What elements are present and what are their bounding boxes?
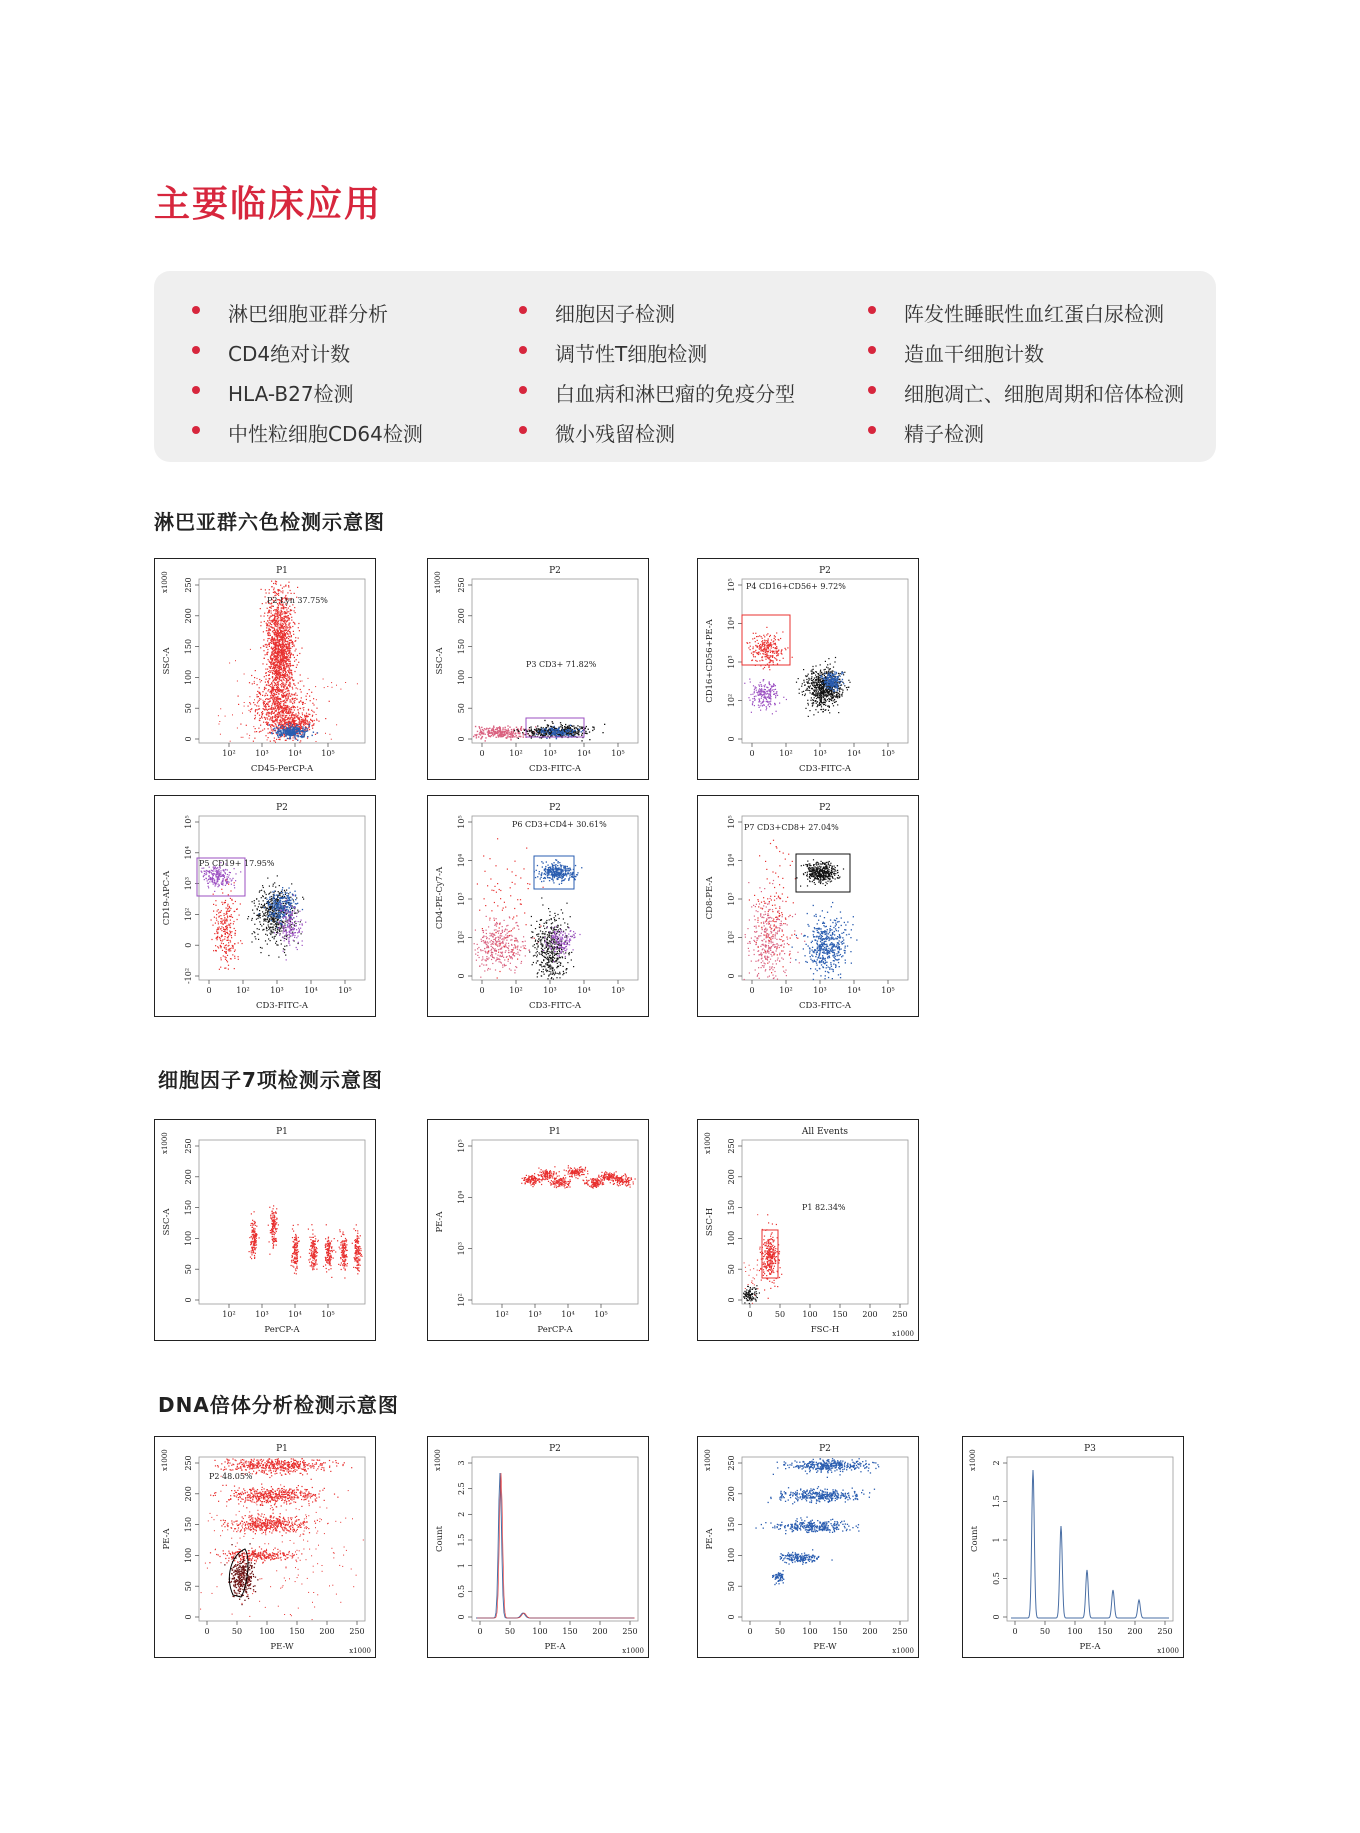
x-tick-label: 150 (562, 1627, 578, 1636)
x-tick-label: 150 (832, 1310, 848, 1319)
flow-cytometry-plot (427, 558, 649, 780)
plot-title: P2 (549, 566, 561, 576)
plot-title: P3 (1084, 1444, 1096, 1454)
x-axis-multiplier: x1000 (622, 1647, 644, 1655)
x-axis-multiplier: x1000 (892, 1647, 914, 1655)
x-tick-label: 0 (1012, 1627, 1018, 1636)
y-tick-label: 100 (457, 669, 466, 686)
x-tick-label: 200 (592, 1627, 608, 1636)
y-tick-label: 200 (727, 1169, 736, 1185)
application-label: 调节性T细胞检测 (555, 342, 708, 366)
plot-svg (428, 559, 650, 781)
plot-title: P2 (819, 803, 831, 813)
x-tick-label: 10² (509, 749, 523, 758)
application-item (228, 298, 388, 327)
plot-svg (428, 1437, 650, 1659)
bullet-icon (868, 346, 876, 354)
y-tick-label: 100 (727, 1547, 736, 1564)
y-tick-label: 10⁵ (457, 1139, 466, 1153)
x-tick-label: 100 (532, 1627, 548, 1636)
y-tick-label: 1.5 (457, 1533, 466, 1547)
x-tick-label: 100 (259, 1627, 275, 1636)
x-tick-label: 10² (509, 986, 523, 995)
application-item (904, 338, 1044, 367)
y-axis-multiplier: x1000 (704, 1449, 712, 1471)
plot-frame (742, 816, 908, 980)
x-tick-label: 10² (779, 749, 793, 758)
bullet-icon (192, 306, 200, 314)
x-tick-label: 10⁴ (288, 749, 302, 758)
plot-title: P1 (276, 566, 288, 576)
application-item (904, 298, 1164, 327)
x-tick-label: 10³ (543, 986, 557, 995)
x-tick-label: 10⁴ (304, 986, 318, 995)
y-tick-label: 0.5 (457, 1584, 466, 1598)
y-tick-label: 0 (184, 942, 193, 948)
flow-cytometry-plot (154, 795, 376, 1017)
plot-frame (742, 1140, 908, 1304)
bullet-icon (868, 306, 876, 314)
x-tick-label: 10³ (528, 1310, 542, 1319)
y-tick-label: 0.5 (992, 1572, 1001, 1585)
x-axis-label: PE-A (1079, 1642, 1101, 1652)
y-axis-multiplier: x1000 (434, 571, 442, 593)
plot-svg (428, 796, 650, 1018)
x-tick-label: 200 (1127, 1627, 1143, 1636)
plot-frame (742, 1457, 908, 1621)
x-tick-label: 50 (1039, 1627, 1051, 1636)
section-title-cytokine: 细胞因子7项检测示意图 (158, 1068, 383, 1092)
gate-label: P2 48.05% (209, 1472, 253, 1481)
x-tick-label: 10³ (543, 749, 557, 758)
plot-title: P2 (819, 566, 831, 576)
y-tick-label: 50 (727, 1264, 736, 1275)
x-tick-label: 100 (802, 1627, 818, 1636)
y-tick-label: 10⁴ (457, 1190, 466, 1205)
x-tick-label: 10⁵ (611, 749, 625, 758)
y-tick-label: 10⁵ (457, 815, 466, 829)
application-label: 造血干细胞计数 (904, 342, 1044, 366)
gate-label: P7 CD3+CD8+ 27.04% (744, 823, 839, 832)
x-tick-label: 10⁴ (577, 986, 591, 995)
x-axis-label: PE-W (813, 1642, 837, 1652)
y-tick-label: 2 (457, 1511, 466, 1517)
x-axis-multiplier: x1000 (892, 1330, 914, 1338)
y-tick-label: 150 (184, 1199, 193, 1216)
x-axis-label: CD3-FITC-A (798, 1001, 852, 1011)
y-tick-label: 2.5 (457, 1482, 466, 1496)
application-label: 细胞因子检测 (555, 302, 675, 326)
y-tick-label: 3 (457, 1460, 466, 1466)
y-axis-multiplier: x1000 (161, 1449, 169, 1471)
y-tick-label: 0 (457, 973, 466, 979)
x-tick-label: 10⁵ (611, 986, 625, 995)
gate-label: P3 CD3+ 71.82% (526, 660, 597, 669)
plot-title: P1 (276, 1127, 288, 1137)
y-tick-label: 250 (457, 577, 466, 593)
page-title: 主要临床应用 (154, 184, 383, 225)
y-tick-label: 50 (184, 1264, 193, 1275)
x-tick-label: 250 (1157, 1627, 1173, 1636)
y-tick-label: 0 (727, 736, 736, 742)
x-tick-label: 10⁵ (881, 749, 895, 758)
plot-title: P1 (276, 1444, 288, 1454)
y-axis-label: PE-A (705, 1528, 715, 1550)
bullet-icon (519, 346, 527, 354)
x-tick-label: 10³ (255, 749, 269, 758)
y-tick-label: 250 (184, 1138, 193, 1154)
y-tick-label: 0 (727, 1614, 736, 1620)
application-item (228, 418, 423, 447)
y-tick-label: 250 (184, 1455, 193, 1471)
y-axis-label: PE-A (162, 1528, 172, 1550)
application-item (555, 378, 795, 407)
application-label: 阵发性睡眠性血红蛋白尿检测 (904, 302, 1164, 326)
y-tick-label: 200 (184, 1486, 193, 1502)
x-tick-label: 10⁴ (577, 749, 591, 758)
y-tick-label: 200 (457, 608, 466, 624)
histogram-line (1011, 1470, 1169, 1618)
y-tick-label: 10⁴ (727, 616, 736, 631)
x-tick-label: 100 (1067, 1627, 1083, 1636)
bullet-icon (868, 426, 876, 434)
x-tick-label: 150 (832, 1627, 848, 1636)
events-layer (521, 1165, 636, 1189)
x-axis-multiplier: x1000 (349, 1647, 371, 1655)
application-label: 细胞凋亡、细胞周期和倍体检测 (904, 382, 1184, 406)
x-tick-label: 0 (477, 1627, 483, 1636)
y-tick-label: 200 (184, 1169, 193, 1185)
y-axis-label: SSC-A (162, 647, 172, 675)
y-axis-label: SSC-A (435, 647, 445, 675)
plot-frame (199, 1140, 365, 1304)
y-tick-label: 0 (727, 1297, 736, 1303)
flow-cytometry-plot (697, 795, 919, 1017)
events-layer (201, 862, 307, 970)
gate-label: P2 Lyn 37.75% (267, 596, 328, 605)
application-item (228, 338, 350, 367)
y-tick-label: 10⁴ (184, 846, 193, 860)
histogram-line (476, 1473, 634, 1618)
y-tick-label: -10² (184, 967, 193, 985)
y-tick-label: 50 (727, 1581, 736, 1592)
flow-cytometry-plot (427, 1436, 649, 1658)
plot-title: P2 (549, 803, 561, 813)
x-tick-label: 0 (749, 986, 755, 995)
y-tick-label: 0 (992, 1614, 1001, 1620)
bullet-icon (192, 386, 200, 394)
events-layer (755, 1458, 879, 1585)
x-tick-label: 250 (622, 1627, 638, 1636)
events-layer (474, 838, 583, 980)
y-tick-label: 100 (727, 1230, 736, 1247)
x-tick-label: 10² (495, 1310, 509, 1319)
flow-cytometry-plot (697, 1119, 919, 1341)
flow-cytometry-plot (697, 1436, 919, 1658)
y-tick-label: 1 (992, 1537, 1001, 1543)
bullet-icon (519, 386, 527, 394)
y-tick-label: 200 (184, 608, 193, 624)
x-axis-label: CD3-FITC-A (528, 1001, 582, 1011)
x-tick-label: 10⁴ (847, 986, 861, 995)
y-tick-label: 10² (727, 930, 736, 945)
y-tick-label: 100 (184, 669, 193, 686)
y-tick-label: 10³ (457, 1241, 466, 1256)
flow-cytometry-plot (962, 1436, 1184, 1658)
x-tick-label: 10⁵ (881, 986, 895, 995)
y-tick-label: 10⁵ (184, 815, 193, 829)
x-tick-label: 10³ (270, 986, 284, 995)
x-tick-label: 10⁴ (561, 1310, 575, 1319)
y-axis-label: PE-A (435, 1211, 445, 1233)
y-tick-label: 10⁵ (727, 815, 736, 829)
y-axis-multiplier: x1000 (434, 1449, 442, 1471)
y-tick-label: 1.5 (992, 1495, 1001, 1508)
events-layer (249, 1205, 363, 1278)
bullet-icon (192, 346, 200, 354)
y-tick-label: 150 (727, 1199, 736, 1216)
application-label: HLA-B27检测 (228, 382, 354, 406)
events-layer (744, 840, 858, 980)
x-tick-label: 50 (774, 1627, 786, 1636)
y-tick-label: 10⁵ (727, 578, 736, 592)
plot-frame (199, 1457, 365, 1621)
flow-cytometry-plot (154, 1119, 376, 1341)
x-tick-label: 0 (749, 749, 755, 758)
y-tick-label: 10³ (727, 892, 736, 906)
x-tick-label: 0 (747, 1310, 753, 1319)
y-tick-label: 150 (184, 638, 193, 655)
x-tick-label: 10⁵ (594, 1310, 608, 1319)
x-tick-label: 10⁴ (288, 1310, 302, 1319)
x-tick-label: 50 (774, 1310, 786, 1319)
application-label: 微小残留检测 (555, 422, 675, 446)
application-label: 精子检测 (904, 422, 984, 446)
application-label: 中性粒细胞CD64检测 (228, 422, 423, 446)
y-tick-label: 10² (727, 693, 736, 708)
x-axis-label: PE-A (544, 1642, 566, 1652)
y-tick-label: 10³ (457, 892, 466, 906)
x-axis-label: CD3-FITC-A (798, 764, 852, 774)
x-tick-label: 250 (892, 1310, 908, 1319)
x-axis-label: PerCP-A (264, 1325, 300, 1335)
x-axis-label: CD3-FITC-A (528, 764, 582, 774)
x-tick-label: 200 (862, 1310, 878, 1319)
gate-label: P1 82.34% (802, 1203, 846, 1212)
y-tick-label: 0 (457, 1614, 466, 1620)
flow-cytometry-plot (697, 558, 919, 780)
y-tick-label: 10³ (727, 655, 736, 669)
x-tick-label: 10⁵ (338, 986, 352, 995)
y-tick-label: 50 (184, 703, 193, 714)
gate-label: P6 CD3+CD4+ 30.61% (512, 820, 607, 829)
y-tick-label: 250 (727, 1455, 736, 1471)
application-item (904, 418, 984, 447)
y-tick-label: 150 (184, 1516, 193, 1533)
y-axis-multiplier: x1000 (161, 1132, 169, 1154)
y-tick-label: 0 (727, 973, 736, 979)
x-tick-label: 50 (504, 1627, 516, 1636)
application-item (555, 418, 675, 447)
plot-frame (472, 1140, 638, 1304)
y-axis-multiplier: x1000 (161, 571, 169, 593)
y-axis-multiplier: x1000 (704, 1132, 712, 1154)
x-tick-label: 250 (349, 1627, 365, 1636)
x-tick-label: 10⁵ (321, 749, 335, 758)
y-tick-label: 10² (184, 907, 193, 922)
flow-cytometry-plot (154, 1436, 376, 1658)
gate-label: P5 CD19+ 17.95% (199, 859, 275, 868)
application-label: 白血病和淋巴瘤的免疫分型 (555, 382, 795, 406)
x-tick-label: 0 (206, 986, 212, 995)
plot-title: P2 (276, 803, 288, 813)
x-tick-label: 0 (747, 1627, 753, 1636)
x-tick-label: 0 (479, 986, 485, 995)
application-item (228, 378, 354, 407)
x-tick-label: 10² (779, 986, 793, 995)
y-tick-label: 0 (184, 736, 193, 742)
plot-svg (698, 1120, 920, 1342)
plot-svg (428, 1120, 650, 1342)
x-tick-label: 200 (862, 1627, 878, 1636)
y-tick-label: 50 (184, 1581, 193, 1592)
bullet-icon (192, 426, 200, 434)
x-tick-label: 200 (319, 1627, 335, 1636)
application-item (555, 338, 707, 367)
plot-title: P2 (549, 1444, 561, 1454)
x-axis-multiplier: x1000 (1157, 1647, 1179, 1655)
flow-cytometry-plot (427, 1119, 649, 1341)
y-tick-label: 250 (727, 1138, 736, 1154)
y-axis-multiplier: x1000 (969, 1449, 977, 1471)
x-tick-label: 150 (289, 1627, 305, 1636)
x-tick-label: 10² (236, 986, 250, 995)
y-tick-label: 150 (457, 638, 466, 655)
y-tick-label: 250 (184, 577, 193, 593)
application-item (555, 298, 675, 327)
y-axis-label: SSC-H (705, 1207, 715, 1237)
application-item (904, 378, 1184, 407)
y-tick-label: 0 (184, 1614, 193, 1620)
bullet-icon (519, 426, 527, 434)
y-axis-label: CD19-APC-A (162, 870, 172, 926)
y-tick-label: 10² (457, 1293, 466, 1307)
x-tick-label: 250 (892, 1627, 908, 1636)
plot-svg (698, 559, 920, 781)
plot-svg (698, 1437, 920, 1659)
y-tick-label: 2 (992, 1460, 1001, 1466)
x-tick-label: 10³ (255, 1310, 269, 1319)
y-tick-label: 10² (457, 930, 466, 945)
flow-cytometry-plot (154, 558, 376, 780)
plot-svg (155, 1437, 377, 1659)
x-axis-label: CD45-PerCP-A (250, 764, 314, 774)
x-tick-label: 10² (222, 749, 236, 758)
events-layer (743, 1214, 782, 1304)
plot-title: P1 (549, 1127, 561, 1137)
y-axis-label: CD16+CD56+PE-A (705, 619, 715, 703)
y-tick-label: 200 (727, 1486, 736, 1502)
x-tick-label: 10³ (813, 986, 827, 995)
plot-svg (963, 1437, 1185, 1659)
plot-title: All Events (801, 1127, 849, 1137)
x-tick-label: 10³ (813, 749, 827, 758)
events-layer (473, 720, 605, 742)
x-axis-label: PerCP-A (537, 1325, 573, 1335)
plot-svg (155, 1120, 377, 1342)
x-tick-label: 0 (204, 1627, 210, 1636)
application-label: CD4绝对计数 (228, 342, 351, 366)
x-axis-label: FSC-H (810, 1325, 840, 1335)
bullet-icon (868, 386, 876, 394)
y-tick-label: 100 (184, 1547, 193, 1564)
x-tick-label: 10² (222, 1310, 236, 1319)
y-tick-label: 50 (457, 703, 466, 714)
plot-svg (698, 796, 920, 1018)
y-tick-label: 0 (457, 736, 466, 742)
y-tick-label: 1 (457, 1563, 466, 1569)
y-tick-label: 0 (184, 1297, 193, 1303)
section-title-lymph: 淋巴亚群六色检测示意图 (154, 510, 385, 534)
events-layer (200, 1458, 364, 1620)
y-axis-label: CD4-PE-Cy7-A (435, 866, 445, 930)
x-tick-label: 150 (1097, 1627, 1113, 1636)
x-tick-label: 100 (802, 1310, 818, 1319)
bullet-icon (519, 306, 527, 314)
y-tick-label: 10³ (184, 876, 193, 891)
plot-svg (155, 796, 377, 1018)
section-title-dna: DNA倍体分析检测示意图 (158, 1393, 399, 1417)
gate-label: P4 CD16+CD56+ 9.72% (746, 582, 846, 591)
x-axis-label: CD3-FITC-A (255, 1001, 309, 1011)
y-tick-label: 10⁴ (727, 853, 736, 868)
y-tick-label: 100 (184, 1230, 193, 1247)
y-tick-label: 10⁴ (457, 853, 466, 868)
plot-title: P2 (819, 1444, 831, 1454)
x-axis-label: PE-W (270, 1642, 294, 1652)
y-axis-label: CD8-PE-A (705, 876, 715, 920)
x-tick-label: 0 (479, 749, 485, 758)
plot-svg (155, 559, 377, 781)
x-tick-label: 50 (231, 1627, 243, 1636)
y-axis-label: SSC-A (162, 1208, 172, 1236)
y-axis-label: Count (970, 1526, 980, 1552)
y-axis-label: Count (435, 1526, 445, 1552)
x-tick-label: 10⁵ (321, 1310, 335, 1319)
application-label: 淋巴细胞亚群分析 (228, 302, 388, 326)
flow-cytometry-plot (427, 795, 649, 1017)
y-tick-label: 150 (727, 1516, 736, 1533)
x-tick-label: 10⁴ (847, 749, 861, 758)
events-layer (744, 627, 850, 717)
